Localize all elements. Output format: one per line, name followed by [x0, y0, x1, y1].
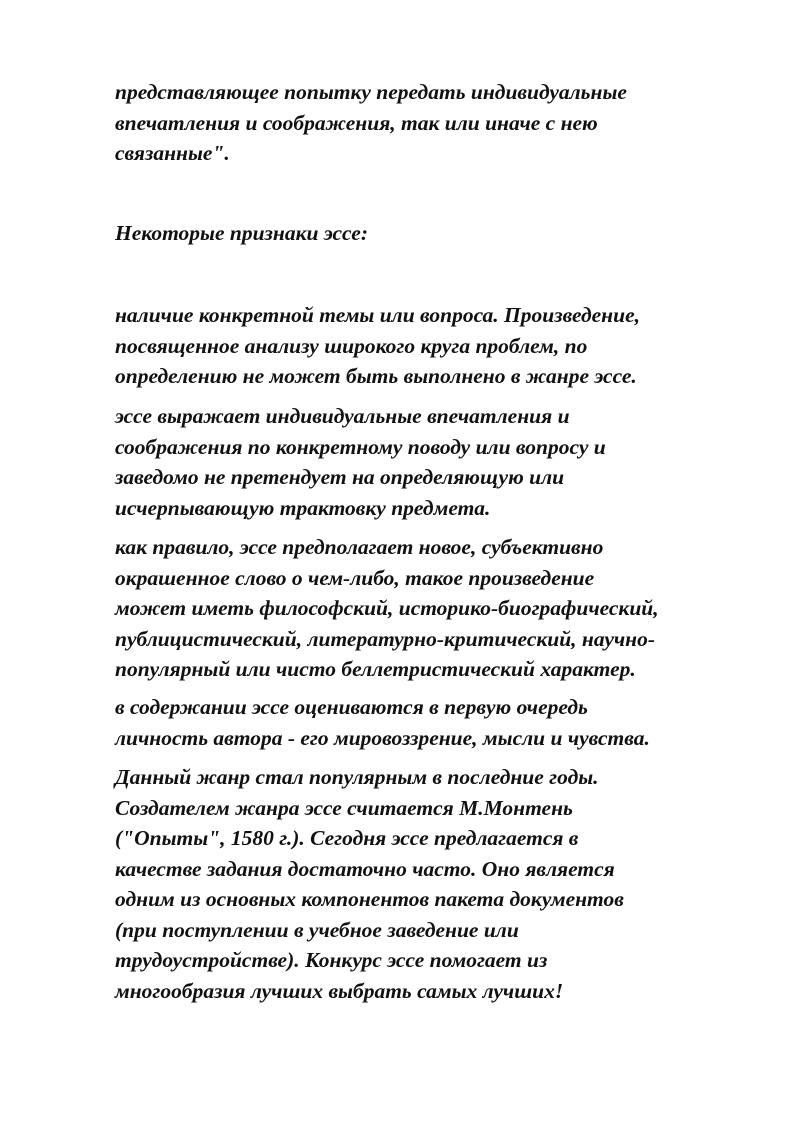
paragraph-feature-author-personality: в содержании эссе оцениваются в первую очередь личность автора - его мировоззрение, мысли и чувства.: [115, 695, 650, 750]
paragraph-feature-impressions: эссе выражает индивидуальные впечатления и соображения по конкретному поводу или вопросу и заведомо не претендует на определяющую или исчерпывающую трактовку предмета.: [115, 404, 606, 520]
paragraph-definition-continuation: представляющее попытку передать индивидуальные впечатления и соображения, так или иначе с нею связанные".: [115, 80, 627, 165]
paragraph-feature-topic: наличие конкретной темы или вопроса. Произведение, посвященное анализу широкого круга проблем, по определению не может быть выполнено в жанре эссе.: [115, 303, 640, 388]
section-heading-essay-features: Некоторые признаки эссе:: [115, 221, 368, 245]
paragraph-genre-popularity: Данный жанр стал популярным в последние годы. Создателем жанра эссе считается М.Монтень ("Опыты", 1580 г.). Сегодня эссе предлагается в качестве задания достаточно часто. Оно является одним из основных компонентов пакета документов (при поступлении в учебное заведение или трудоустройстве). Конкурс эссе помогает из многообразия лучших выбрать самых лучших!: [115, 765, 624, 1003]
paragraph-feature-new-word: как правило, эссе предполагает новое, субъективно окрашенное слово о чем-либо, такое произведение может иметь философский, историко-биографический, публицистический, литературно-критический, научно- популярный или чисто беллетристический характер.: [115, 535, 659, 681]
